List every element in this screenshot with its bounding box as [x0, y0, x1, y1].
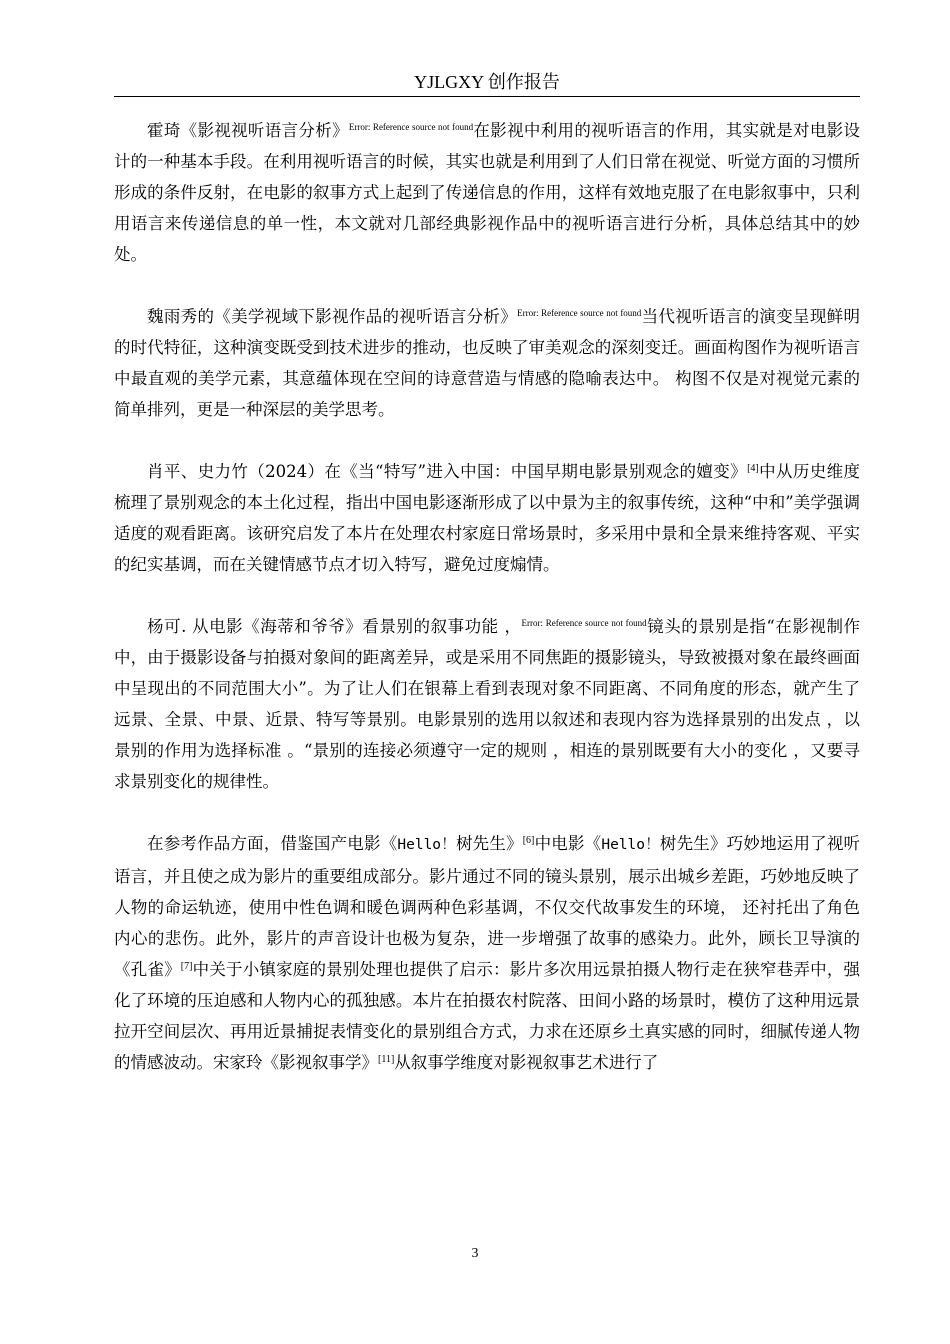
paragraph-1	[114, 115, 860, 270]
header-rule	[114, 96, 860, 97]
text: 中从历史维度梳理了景别观念的本土化过程，指出中国电影逐渐形成了以中景为主的叙事传统，这种“中和”美学强调适度的观看距离。该研究启发了本片在处理农村家庭日常场景时，多采用中景和全景来维持客观、平实的纪实基调，而在关键情感节点才切入特写，避免过度煽情。	[114, 462, 860, 574]
citation-marker: [6]	[522, 835, 535, 846]
text: 当代视听语言的演变呈现鲜明的时代特征，这种演变既受到技术进步的推动，也反映了审美观念的深刻变迁。画面构图作为视听语言中最直观的美学元素，其意蕴体现在空间的诗意营造与情感的隐喻表达中。 构图不仅是对视觉元素的简单排列，更是一种深层的美学思考。	[114, 307, 860, 419]
text: 在影视中利用的视听语言的作用，其实就是对电影设计的一种基本手段。在利用视听语言的时候，其实也就是利用到了人们日常在视觉、听觉方面的习惯所形成的条件反射，在电影的叙事方式上起到了传递信息的作用，这样有效地克服了在电影叙事中，只利用语言来传递信息的单一性，本文就对几部经典影视作品中的视听语言进行分析，具体总结其中的妙处。	[114, 121, 861, 264]
text: 中关于小镇家庭的景别处理也提供了启示：影片多次用远景拍摄人物行走在狭窄巷弄中，强化了环境的压迫感和人物内心的孤独感。本片在拍摄农村院落、田间小路的场景时，模仿了这种用远景拉开空间层次、再用近景捕捉表情变化的景别组合方式，力求在还原乡土真实感的同时，细腻传递人物的情感波动。宋家玲《影视叙事学》	[114, 960, 861, 1072]
text: 镜头的景别是指“在影视制作中，由于摄影设备与拍摄对象间的距离差异，或是采用不同焦距的摄影镜头，导致被摄对象在最终画面中呈现出的不同范围大小”。为了让人们在银幕上看到表现对象不同距离、不同角度的形态，就产生了远景、全景、中景、近景、特写等景别。电影景别的选用以叙述和表现内容为选择景别的出发点 ，以景别的作用为选择标准 。“景别的连接必须遵守一定的规则 ，相连的景别既要有大小的变化 ，又要寻求景别变化的规律性。	[114, 617, 861, 791]
reference-error: Error: Reference source not found	[517, 308, 642, 318]
reference-error: Error: Reference source not found	[348, 122, 474, 132]
text: 魏雨秀的《美学视域下影视作品的视听语言分析》	[147, 307, 518, 326]
running-header: YJLGXY 创作报告	[414, 72, 560, 92]
body-text	[114, 115, 860, 1078]
text: 中电影《	[534, 834, 602, 853]
citation-marker: [7]	[180, 961, 193, 972]
text: 树先生》	[455, 834, 523, 853]
reference-error: Error: Reference source not found	[521, 618, 647, 628]
citation-marker: [4]	[747, 463, 759, 474]
paragraph-2	[114, 301, 860, 425]
paragraph-3	[114, 456, 860, 580]
text: 肖平、史力竹（2024）在《当“特写”进入中国：中国早期电影景别观念的嬗变》	[147, 462, 748, 481]
page-number: 3	[471, 1246, 479, 1261]
text: 杨可. 从电影《海蒂和爷爷》看景别的叙事功能 ，	[147, 617, 522, 636]
paragraph-4	[114, 611, 860, 797]
text: 霍琦《影视视听语言分析》	[147, 121, 349, 140]
text: 树先生》巧妙地运用了视听语言，并且使之成为影片的重要组成部分。影片通过不同的镜头景别，展示出城乡差距，巧妙地反映了人物的命运轨迹，使用中性色调和暖色调两种色彩基调，不仅交代故事发生的环境， 还衬托出了角色内心的悲伤。此外，影片的声音设计也极为复杂，进一步增强了故事的感染力。此外，顾长卫导演的《孔雀》	[114, 834, 861, 979]
text: 在参考作品方面，借鉴国产电影《	[147, 834, 398, 853]
paragraph-5	[114, 828, 860, 1078]
text: 从叙事学维度对影视叙事艺术进行了	[394, 1053, 659, 1072]
citation-marker: [11]	[378, 1054, 395, 1065]
film-title-latin: Hello！	[397, 837, 456, 853]
film-title-latin: Hello！	[601, 837, 660, 853]
